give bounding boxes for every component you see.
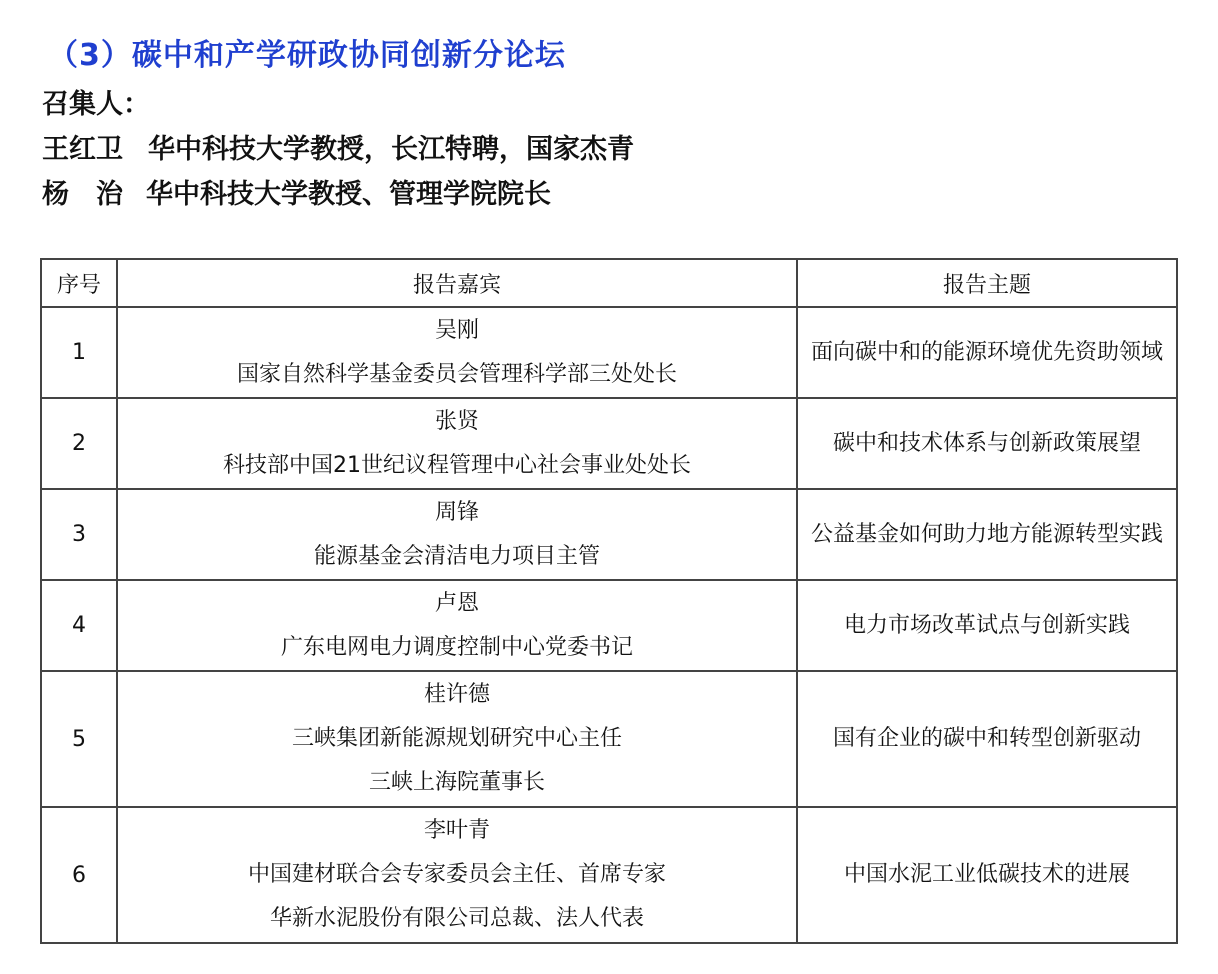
cell-guest	[117, 807, 797, 943]
guest-name: 桂许德	[423, 682, 490, 707]
convener-description: 华中科技大学教授、管理学院院长	[146, 179, 551, 210]
table-row	[41, 489, 1177, 580]
guest-title: 华新水泥股份有限公司总裁、法人代表	[269, 906, 644, 931]
cell-topic: 电力市场改革试点与创新实践	[797, 580, 1177, 671]
convener-row	[42, 127, 634, 172]
conveners-heading: 召集人：	[42, 89, 150, 120]
cell-topic: 国有企业的碳中和转型创新驱动	[797, 671, 1177, 807]
cell-no: 5	[41, 671, 117, 807]
section-title: （3）碳中和产学研政协同创新分论坛	[48, 38, 566, 73]
cell-no: 4	[41, 580, 117, 671]
guest-title: 科技部中国21世纪议程管理中心社会事业处处长	[223, 452, 691, 478]
table-header-row	[41, 259, 1177, 307]
table-row	[41, 307, 1177, 398]
convener-row	[42, 172, 634, 217]
cell-no: 6	[41, 807, 117, 943]
header-guest: 报告嘉宾	[117, 259, 797, 307]
cell-topic: 碳中和技术体系与创新政策展望	[797, 398, 1177, 489]
guest-title: 中国建材联合会专家委员会主任、首席专家	[247, 862, 666, 887]
guest-title: 广东电网电力调度控制中心党委书记	[280, 634, 633, 660]
guest-title: 能源基金会清洁电力项目主管	[313, 543, 600, 569]
guest-name: 周锋	[434, 499, 479, 525]
cell-topic: 面向碳中和的能源环境优先资助领域	[797, 307, 1177, 398]
cell-guest	[117, 307, 797, 398]
convener-name: 王红卫	[42, 134, 123, 165]
cell-guest	[117, 580, 797, 671]
header-topic: 报告主题	[797, 259, 1177, 307]
conveners-block	[42, 82, 634, 217]
guest-name: 李叶青	[423, 818, 490, 843]
guest-name: 张贤	[434, 408, 479, 434]
header-no: 序号	[41, 259, 117, 307]
table-row	[41, 671, 1177, 807]
cell-guest	[117, 398, 797, 489]
cell-topic: 中国水泥工业低碳技术的进展	[797, 807, 1177, 943]
guest-title: 三峡上海院董事长	[368, 770, 545, 795]
cell-no: 2	[41, 398, 117, 489]
guest-title: 三峡集团新能源规划研究中心主任	[291, 726, 622, 751]
cell-topic: 公益基金如何助力地方能源转型实践	[797, 489, 1177, 580]
guest-title: 国家自然科学基金委员会管理科学部三处处长	[236, 361, 677, 387]
convener-name: 杨 治	[42, 179, 123, 210]
cell-no: 1	[41, 307, 117, 398]
cell-guest	[117, 671, 797, 807]
report-table	[40, 258, 1178, 944]
cell-guest	[117, 489, 797, 580]
guest-name: 卢恩	[434, 590, 479, 616]
convener-description: 华中科技大学教授，长江特聘，国家杰青	[148, 134, 634, 165]
table-row	[41, 807, 1177, 943]
cell-no: 3	[41, 489, 117, 580]
table-row	[41, 580, 1177, 671]
table-row	[41, 398, 1177, 489]
guest-name: 吴刚	[434, 317, 479, 343]
